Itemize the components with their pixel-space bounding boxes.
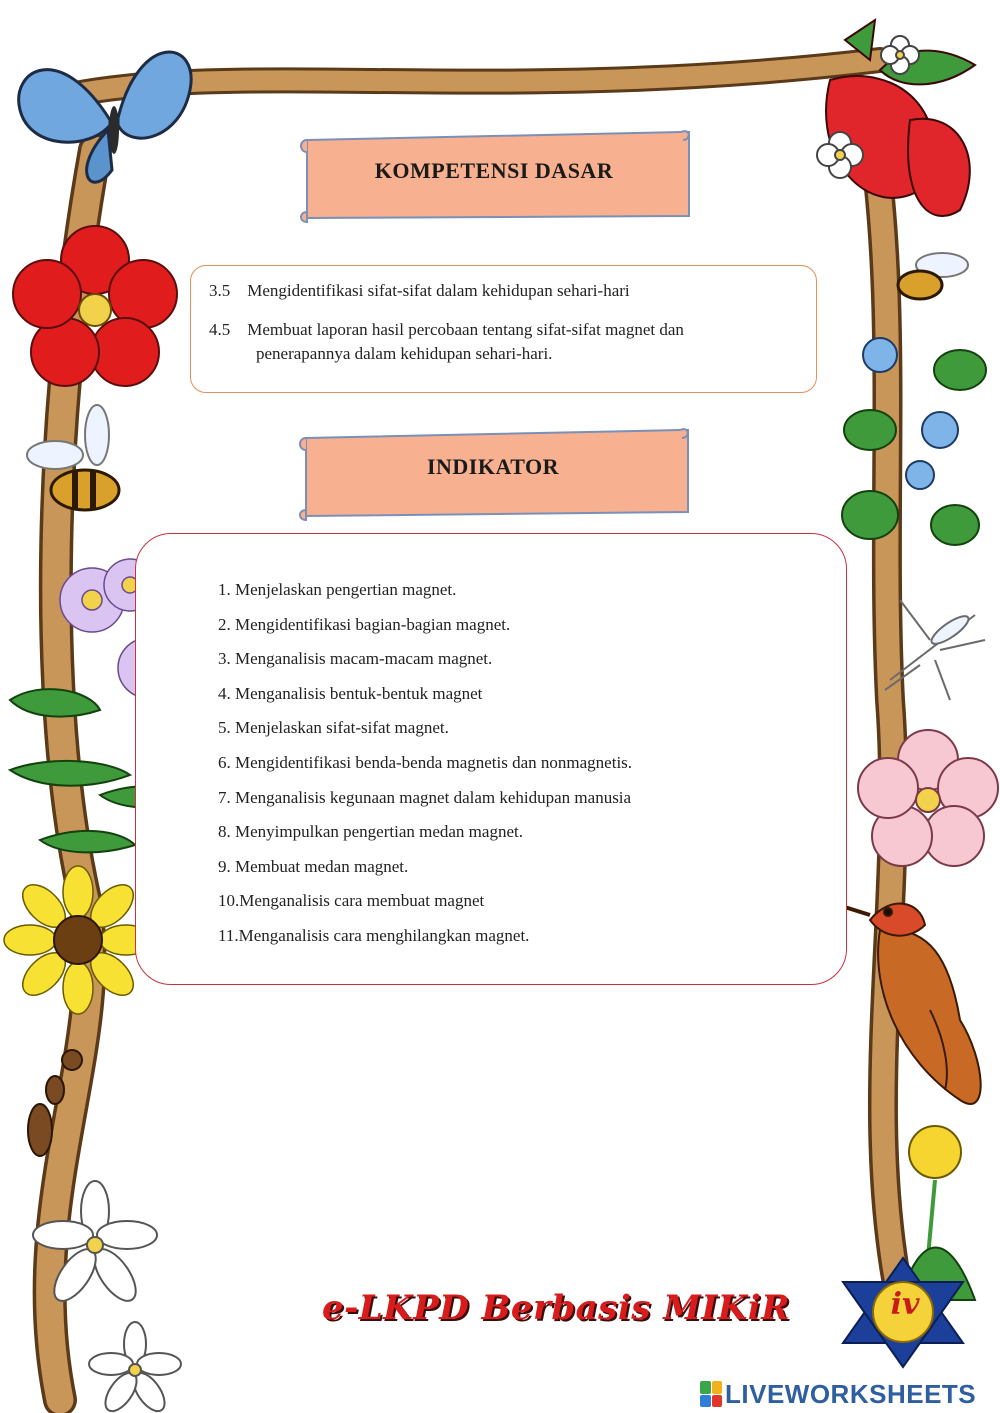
indikator-banner: [292, 420, 694, 526]
elkpd-footer-title: e-LKPD Berbasis MIKiR: [322, 1288, 790, 1328]
bee-right-icon: [898, 253, 968, 299]
sunflower-icon: [4, 866, 152, 1014]
indikator-item: 3. Menganalisis macam-macam magnet.: [218, 649, 493, 669]
indikator-title: INDIKATOR: [426, 454, 560, 479]
indikator-item: 5. Menjelaskan sifat-sifat magnet.: [218, 718, 449, 738]
blue-butterfly-icon: [19, 52, 191, 182]
kd-item-text-continued: penerapannya dalam kehidupan sehari-hari.: [256, 344, 553, 363]
indikator-item: 8. Menyimpulkan pengertian medan magnet.: [218, 822, 523, 842]
liveworksheets-text: LIVEWORKSHEETS: [725, 1378, 977, 1409]
kd-item-text: Membuat laporan hasil percobaan tentang sifat-sifat magnet dan: [247, 320, 684, 339]
indikator-item: 11.Menganalisis cara menghilangkan magnet.: [218, 925, 530, 945]
indikator-item: 1. Menjelaskan pengertian magnet.: [218, 580, 457, 599]
indikator-item: 7. Menganalisis kegunaan magnet dalam kehidupan manusia: [218, 787, 632, 807]
liveworksheets-logo-icon: [700, 1381, 722, 1407]
indikator-item: 10.Menganalisis cara membuat magnet: [218, 891, 485, 911]
indikator-item: 4. Menganalisis bentuk-bentuk magnet: [218, 683, 483, 703]
liveworksheets-watermark: [700, 1378, 976, 1410]
kd-item-4-5: [209, 318, 798, 366]
indikator-list: [218, 578, 632, 959]
kompetensi-dasar-banner: [293, 122, 695, 228]
kd-item-number: 4.5: [209, 320, 231, 339]
indikator-item: 9. Membuat medan magnet.: [218, 856, 409, 876]
kd-item-number: 3.5: [209, 281, 231, 300]
kd-item-text: Mengidentifikasi sifat-sifat dalam kehidupan sehari-hari: [247, 281, 630, 300]
indikator-item: 2. Mengidentifikasi bagian-bagian magnet.: [218, 614, 511, 634]
indikator-box: [135, 533, 847, 985]
kompetensi-dasar-title: KOMPETENSI DASAR: [374, 158, 614, 183]
kompetensi-dasar-box: [190, 265, 817, 393]
star-label: iv: [890, 1287, 920, 1322]
red-flower-icon: [13, 226, 177, 386]
indikator-item: 6. Mengidentifikasi benda-benda magnetis dan nonmagnetis.: [218, 752, 633, 772]
kd-item-3-5: [209, 279, 798, 303]
green-leaves-right-icon: [842, 350, 986, 545]
